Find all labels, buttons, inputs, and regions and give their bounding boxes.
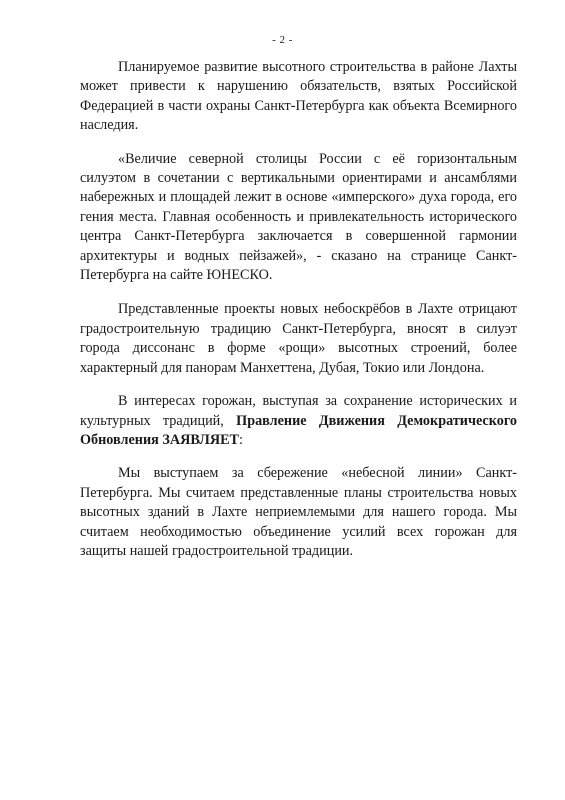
statement-bold: Правление Движения Демократического Обновления ЗАЯВЛЯЕТ	[80, 412, 517, 448]
statement-lead: В интересах горожан, выступая за сохранение исторических и культурных традиций,	[80, 393, 517, 429]
paragraph-skyscraper-projects: Представленные проекты новых небоскрёбов в Лахте отрицают градостроительную традицию Санкт-Петербурга, вносят в силуэт города диссонанс в форме «рощи» высотных строений, более характерный для панорам Манхеттена, Дубая, Токио или Лондона.	[80, 301, 517, 376]
paragraph-unesco-quote: «Величие северной столицы России с её горизонтальным силуэтом в сочетании с вертикальными ориентирами и ансамблями набережных и площадей лежит в основе «имперского» духа города, его гения места. Главная особенность и привлекательность исторического центра Санкт-Петербурга заключается в совершенной гармонии архитектуры и водных пейзажей», - сказано на странице Санкт-Петербурга на сайте ЮНЕСКО.	[80, 150, 517, 284]
statement-tail: :	[239, 431, 243, 448]
paragraph-closing: Мы выступаем за сбережение «небесной линии» Санкт-Петербурга. Мы считаем представленные планы строительства новых высотных зданий в Лахте неприемлемыми для нашего города. Мы считаем необходимостью объединение усилий всех горожан для защиты нашей градостроительной традиции.	[80, 465, 517, 559]
document-body	[80, 58, 517, 576]
paragraph-heritage-obligations: Планируемое развитие высотного строительства в районе Лахты может привести к нарушению обязательств, взятых Российской Федерацией в части охраны Санкт-Петербурга как объекта Всемирного наследия.	[80, 59, 517, 134]
page-number: - 2 -	[272, 34, 293, 46]
paragraph-statement	[80, 392, 517, 450]
